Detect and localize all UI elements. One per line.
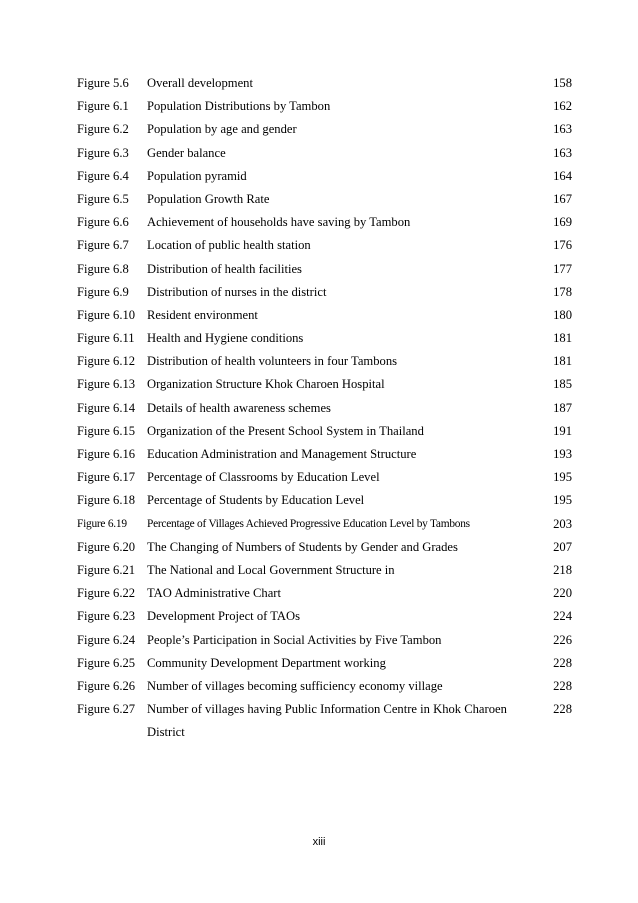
figure-title: Population pyramid (147, 168, 247, 183)
figure-title: Gender balance (147, 145, 226, 160)
figure-label: Figure 6.4 (77, 168, 129, 183)
figure-title: Percentage of Classrooms by Education Level (147, 470, 380, 485)
figure-title: Education Administration and Management Structure (147, 447, 417, 461)
figure-title: Achievement of households have saving by Tambon (147, 215, 411, 230)
toc-entry (77, 562, 572, 585)
toc-entry (77, 492, 572, 515)
figure-title: Community Development Department working (147, 655, 386, 670)
figure-label: Figure 6.18 (77, 493, 136, 508)
figure-title: Resident environment (147, 307, 258, 322)
figure-page-number: 220 (553, 586, 572, 601)
figure-label: Figure 6.2 (77, 122, 129, 137)
figure-page-number: 181 (553, 354, 572, 369)
figure-label: Figure 6.13 (77, 377, 136, 392)
figure-title: Number of villages having Public Information Centre in Khok Charoen District (147, 701, 507, 739)
figure-page-number: 228 (553, 655, 572, 670)
figure-label: Figure 6.12 (77, 354, 136, 369)
figure-label: Figure 6.6 (77, 215, 129, 230)
toc-entry (77, 75, 572, 98)
figure-title: Number of villages becoming sufficiency economy village (147, 678, 443, 693)
figure-title: Organization Structure Khok Charoen Hospital (147, 377, 385, 392)
toc-entry (77, 632, 572, 655)
figure-page-number: 193 (553, 447, 572, 461)
figure-label: Figure 6.24 (77, 632, 136, 647)
figure-page-number: 228 (553, 678, 572, 693)
figure-label: Figure 6.1 (77, 99, 129, 114)
toc-entry (77, 469, 572, 492)
figure-label: Figure 6.3 (77, 145, 129, 160)
figure-title: Development Project of TAOs (147, 609, 300, 624)
toc-entry (77, 446, 572, 469)
figure-page-number: 163 (553, 145, 572, 160)
toc-entry (77, 376, 572, 399)
figure-title: Population Distributions by Tambon (147, 99, 331, 114)
page-number: xiii (312, 836, 326, 848)
figure-title: Organization of the Present School System in Thailand (147, 423, 424, 438)
figure-title: TAO Administrative Chart (147, 586, 282, 601)
figure-page-number: 224 (553, 609, 572, 624)
figure-label: Figure 6.8 (77, 261, 129, 276)
figure-label: Figure 5.6 (77, 76, 129, 90)
figure-label: Figure 6.20 (77, 539, 136, 554)
figure-page-number: 191 (553, 423, 572, 438)
figure-page-number: 178 (553, 284, 572, 299)
figure-page-number: 177 (553, 261, 572, 276)
figure-page-number: 158 (553, 76, 572, 90)
figure-page-number: 176 (553, 238, 572, 253)
figure-page-number: 218 (553, 562, 572, 577)
figure-page-number: 181 (553, 331, 572, 346)
toc-entry (77, 400, 572, 423)
figure-title: The Changing of Numbers of Students by Gender and Grades (147, 539, 458, 554)
figure-page-number: 207 (553, 539, 572, 554)
figure-label: Figure 6.14 (77, 400, 136, 415)
figure-label: Figure 6.26 (77, 678, 136, 693)
toc-entry (77, 423, 572, 446)
figure-label: Figure 6.19 (77, 517, 127, 530)
toc-entry (77, 655, 572, 678)
figure-title: The National and Local Government Structure in (147, 562, 395, 577)
figure-title: Location of public health station (147, 238, 311, 253)
toc-entry (77, 145, 572, 168)
figure-label: Figure 6.15 (77, 423, 136, 438)
figure-page-number: 163 (553, 122, 572, 137)
toc-entry (77, 608, 572, 631)
toc-entry (77, 585, 572, 608)
figure-label: Figure 6.7 (77, 238, 129, 253)
figure-label: Figure 6.16 (77, 447, 136, 461)
figure-title: Distribution of health facilities (147, 261, 302, 276)
figure-title: Health and Hygiene conditions (147, 331, 304, 346)
figure-label: Figure 6.11 (77, 331, 135, 346)
toc-entry (77, 307, 572, 330)
figure-title: Overall development (147, 76, 253, 90)
figure-page-number: 195 (553, 470, 572, 485)
figure-label: Figure 6.21 (77, 562, 136, 577)
figure-page-number: 162 (553, 99, 572, 114)
figure-page-number: 180 (553, 307, 572, 322)
figure-title: Population Growth Rate (147, 191, 270, 206)
figure-label: Figure 6.22 (77, 586, 136, 601)
figure-title: Distribution of nurses in the district (147, 284, 327, 299)
figure-title: Percentage of Students by Education Level (147, 493, 365, 508)
toc-entry (77, 539, 572, 562)
figure-title: Details of health awareness schemes (147, 400, 331, 415)
figure-page-number: 226 (553, 632, 572, 647)
toc-entry (77, 261, 572, 284)
figure-page-number: 185 (553, 377, 572, 392)
figure-label: Figure 6.27 (77, 702, 136, 717)
figure-page-number: 164 (553, 168, 572, 183)
toc-entry (77, 284, 572, 307)
toc-entry (77, 353, 572, 376)
figure-title: Distribution of health volunteers in four Tambons (147, 354, 398, 369)
figure-page-number: 228 (553, 702, 572, 717)
figure-page-number: 187 (553, 400, 572, 415)
figure-label: Figure 6.5 (77, 191, 129, 206)
figure-label: Figure 6.17 (77, 470, 136, 485)
toc-entry (77, 121, 572, 144)
figure-label: Figure 6.23 (77, 609, 136, 624)
figure-page-number: 203 (553, 516, 572, 531)
toc-entry (77, 168, 572, 191)
figure-page-number: 195 (553, 493, 572, 508)
figure-label: Figure 6.10 (77, 307, 136, 322)
figure-title: People’s Participation in Social Activities by Five Tambon (147, 632, 442, 647)
toc-entry (77, 98, 572, 121)
toc-entry (77, 191, 572, 214)
figure-title: Population by age and gender (147, 122, 297, 137)
figure-label: Figure 6.9 (77, 284, 129, 299)
toc-entry (77, 237, 572, 260)
list-of-figures (77, 75, 572, 739)
toc-entry (77, 516, 572, 539)
figure-title: Percentage of Villages Achieved Progressive Education Level by Tambons (147, 517, 470, 530)
toc-entry (77, 701, 572, 739)
figure-label: Figure 6.25 (77, 655, 136, 670)
toc-entry (77, 214, 572, 237)
figure-page-number: 169 (553, 215, 572, 230)
figure-page-number: 167 (553, 191, 572, 206)
toc-entry (77, 330, 572, 353)
